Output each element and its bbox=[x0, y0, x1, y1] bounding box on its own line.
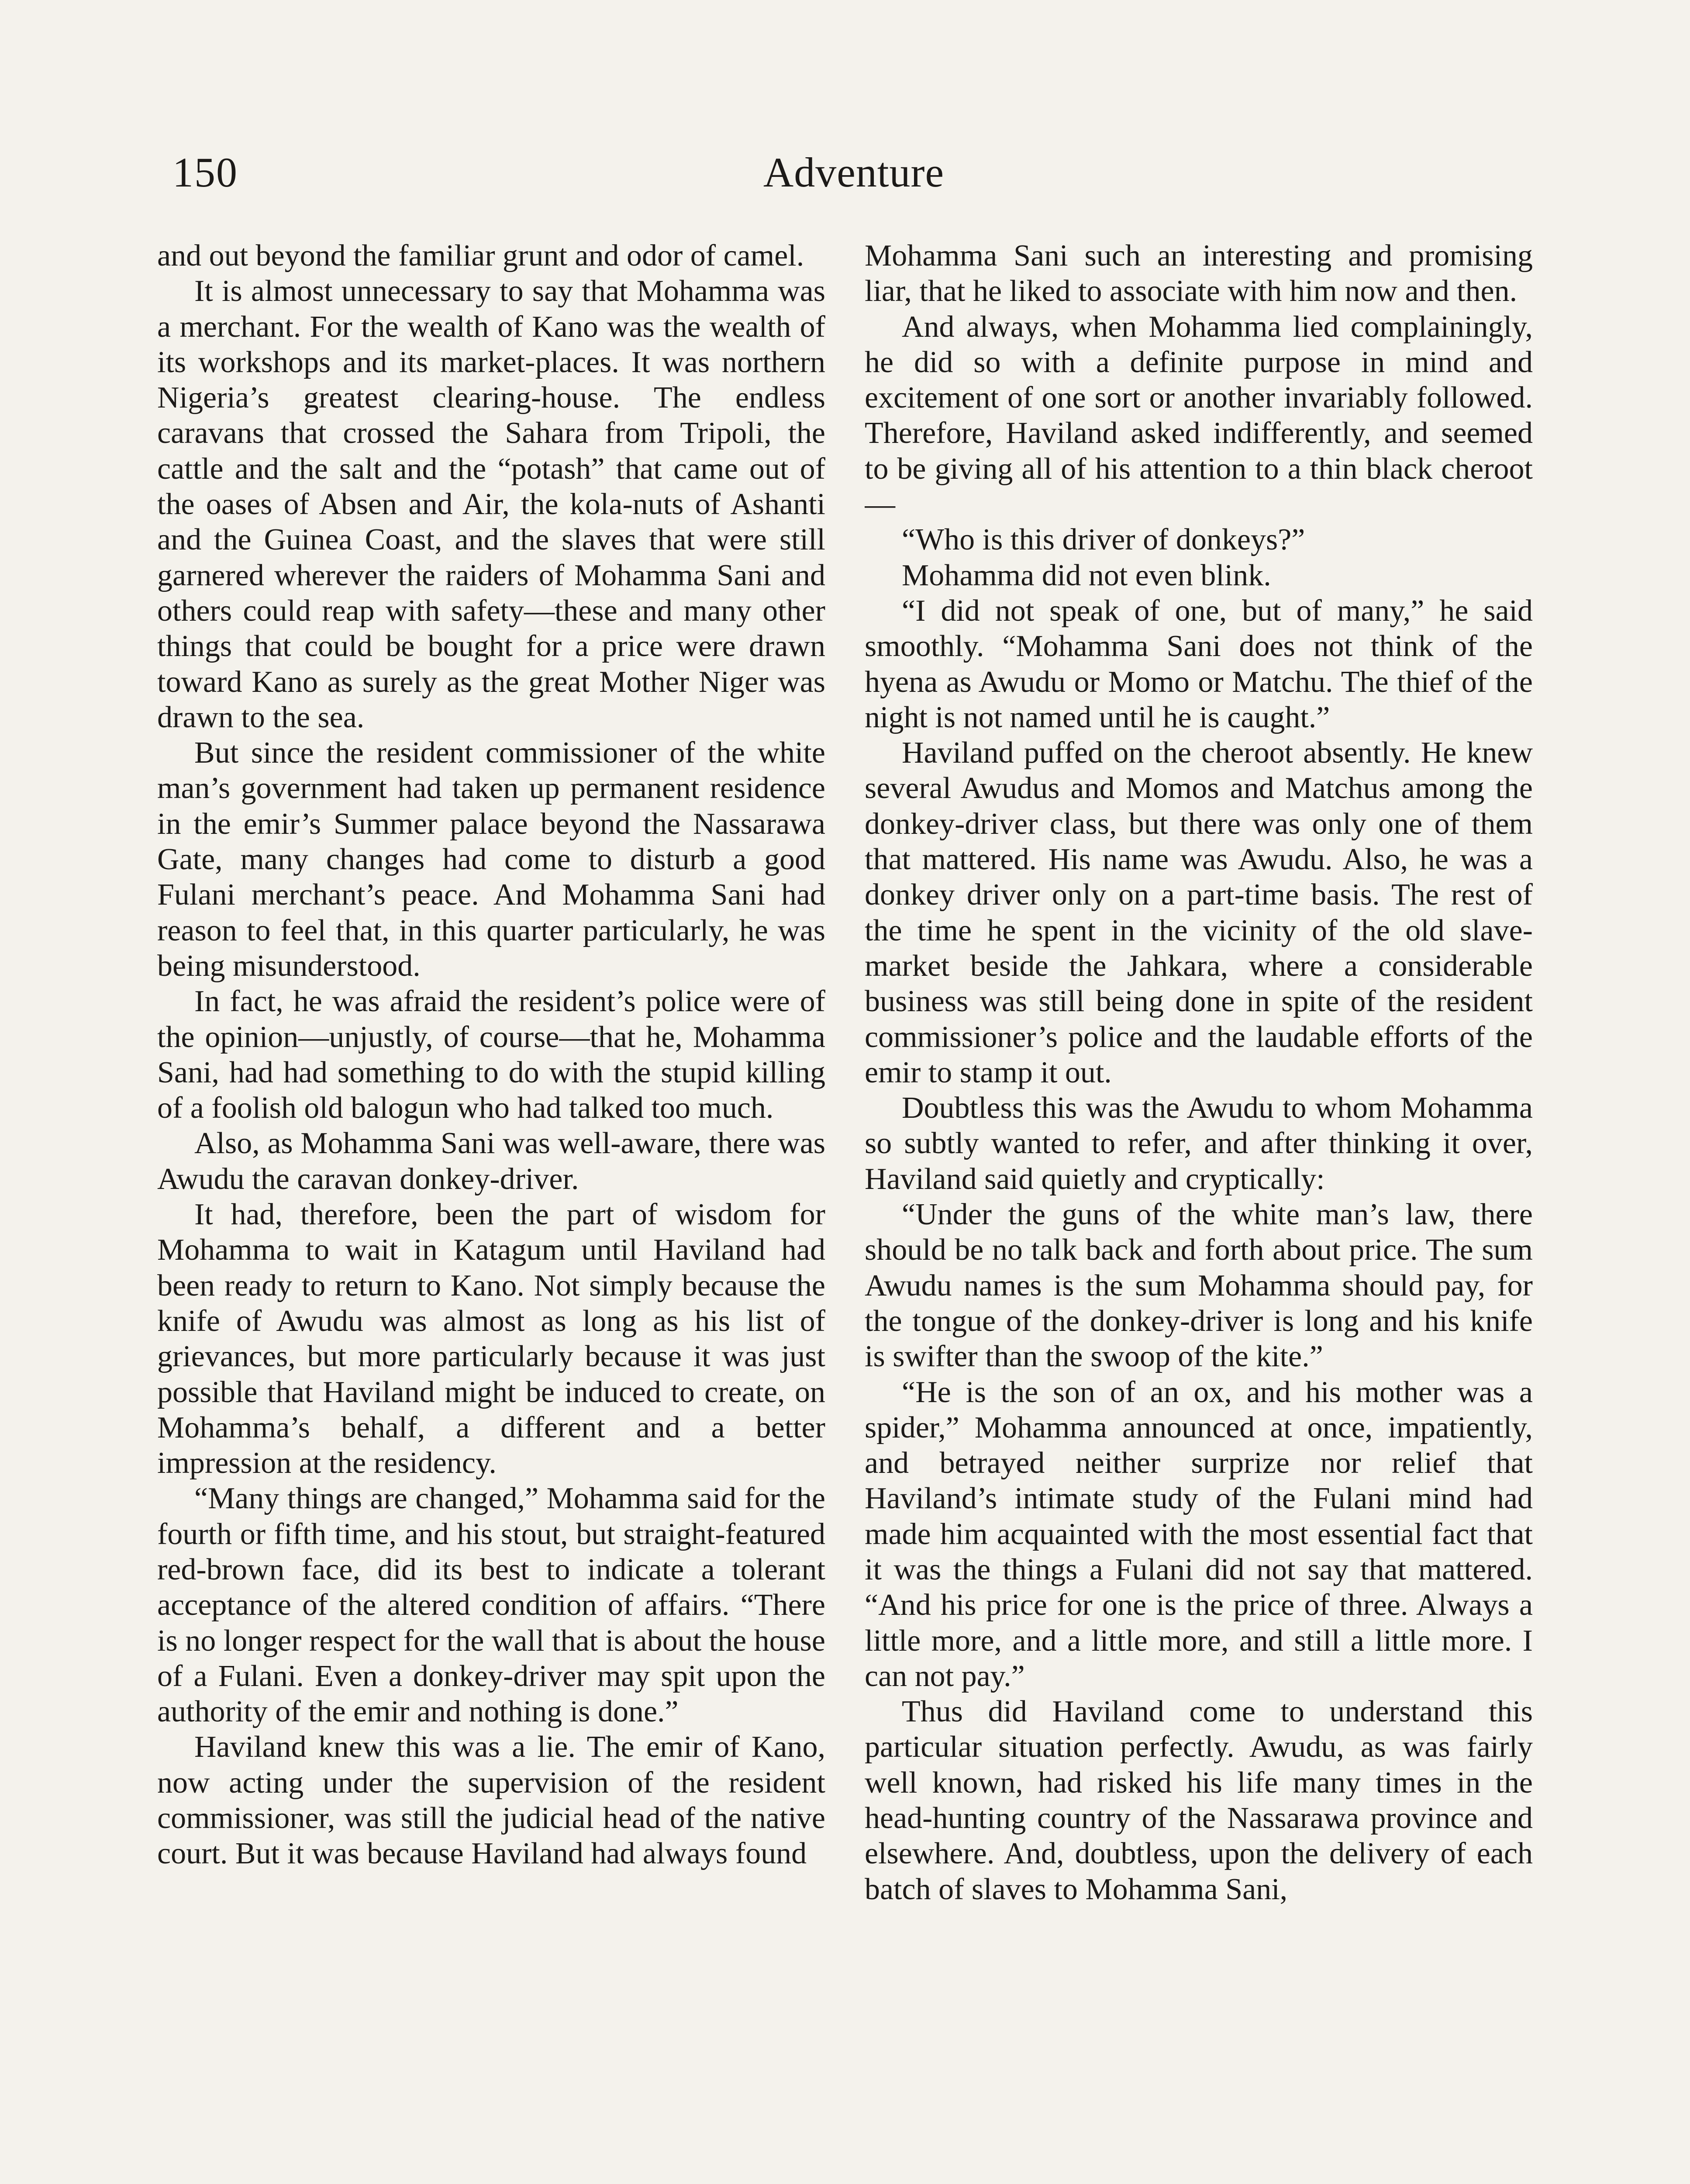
paragraph: “Under the guns of the white man’s law, there should be no talk back and forth about price. The sum Awudu names is the sum Mohamma should pay, for the tongue of the donkey-driver is long and his knife is swifter than the swoop of the kite.” bbox=[865, 1198, 1533, 1374]
paragraph: Mohamma Sani such an interesting and promising liar, that he liked to associate with him now and then. bbox=[865, 239, 1533, 308]
paragraph: and out beyond the familiar grunt and odor of camel. bbox=[157, 239, 804, 273]
paragraph: It had, therefore, been the part of wisdom for Mohamma to wait in Katagum until Haviland had been ready to return to Kano. Not simply because the knife of Awudu was almost as long as his list of grievances, but more particularly because it was just possible that Haviland might be induced to create, on Mohamma’s behalf, a different and a better impression at the residency. bbox=[157, 1198, 825, 1480]
paragraph: And always, when Mohamma lied complainingly, he did so with a definite purpose in mind and excitement of one sort or another invariably followed. Therefore, Haviland asked indifferently, and seemed to be giving all of his attention to a thin black cheroot— bbox=[865, 310, 1533, 522]
paragraph: “He is the son of an ox, and his mother was a spider,” Mohamma announced at once, impatiently, and betrayed neither surprize nor relief that Haviland’s intimate study of the Fulani mind had made him acquainted with the most essential fact that it was the things a Fulani did not say that mattered. “And his price for one is the price of three. Always a little more, and a little more, and still a little more. I can not pay.” bbox=[865, 1375, 1533, 1693]
paragraph: “Who is this driver of donkeys?” bbox=[902, 523, 1305, 557]
paragraph: Haviland knew this was a lie. The emir of Kano, now acting under the supervision of the resident commissioner, was still the judicial head of the native court. But it was because Haviland had always found bbox=[157, 1730, 825, 1871]
page-header bbox=[172, 144, 1535, 201]
page-number: 150 bbox=[172, 149, 238, 196]
paragraph: “Many things are changed,” Mohamma said for the fourth or fifth time, and his stout, but straight-featured red-brown face, did its best to indicate a tolerant acceptance of the altered condition of affairs. “There is no longer respect for the wall that is about the house of a Fulani. Even a donkey-driver may spit upon the authority of the emir and nothing is done.” bbox=[157, 1482, 825, 1729]
paragraph: But since the resident commissioner of the white man’s government had taken up permanent residence in the emir’s Summer palace beyond the Nassarawa Gate, many changes had come to disturb a good Fulani merchant’s peace. And Mohamma Sani had reason to feel that, in this quarter particularly, he was being misunderstood. bbox=[157, 736, 825, 983]
paragraph: Thus did Haviland come to understand this particular situation perfectly. Awudu, as was fairly well known, had risked his life many times in the head-hunting country of the Nassarawa province and elsewhere. And, doubtless, upon the delivery of each batch of slaves to Mohamma Sani, bbox=[865, 1695, 1533, 1906]
paragraph: Also, as Mohamma Sani was well-aware, there was Awudu the caravan donkey-driver. bbox=[157, 1127, 825, 1196]
left-column bbox=[157, 238, 825, 2184]
paragraph: “I did not speak of one, but of many,” he said smoothly. “Mohamma Sani does not think of the hyena as Awudu or Momo or Matchu. The thief of the night is not named until he is caught.” bbox=[865, 594, 1533, 734]
paragraph: Mohamma did not even blink. bbox=[902, 558, 1271, 592]
right-column bbox=[865, 238, 1533, 2184]
paragraph: Haviland puffed on the cheroot absently. He knew several Awudus and Momos and Matchus among the donkey-driver class, but there was only one of them that mattered. His name was Awudu. Also, he was a donkey driver only on a part-time basis. The rest of the time he spent in the vicinity of the old slave-market beside the Jahkara, where a considerable business was still being done in spite of the resident commissioner’s police and the laudable efforts of the emir to stamp it out. bbox=[865, 736, 1533, 1089]
paragraph: Doubtless this was the Awudu to whom Mohamma so subtly wanted to refer, and after thinking it over, Haviland said quietly and cryptically: bbox=[865, 1091, 1533, 1196]
running-title: Adventure bbox=[763, 149, 945, 196]
paragraph: In fact, he was afraid the resident’s police were of the opinion—unjustly, of course—that he, Mohamma Sani, had had something to do with the stupid killing of a foolish old balogun who had talked too much. bbox=[157, 985, 825, 1125]
paragraph: It is almost unnecessary to say that Mohamma was a merchant. For the wealth of Kano was the wealth of its workshops and its market-places. It was northern Nigeria’s greatest clearing-house. The endless caravans that crossed the Sahara from Tripoli, the cattle and the salt and the “potash” that came out of the oases of Absen and Air, the kola-nuts of Ashanti and the Guinea Coast, and the slaves that were still garnered wherever the raiders of Mohamma Sani and others could reap with safety—these and many other things that could be bought for a price were drawn toward Kano as surely as the great Mother Niger was drawn to the sea. bbox=[157, 274, 825, 734]
